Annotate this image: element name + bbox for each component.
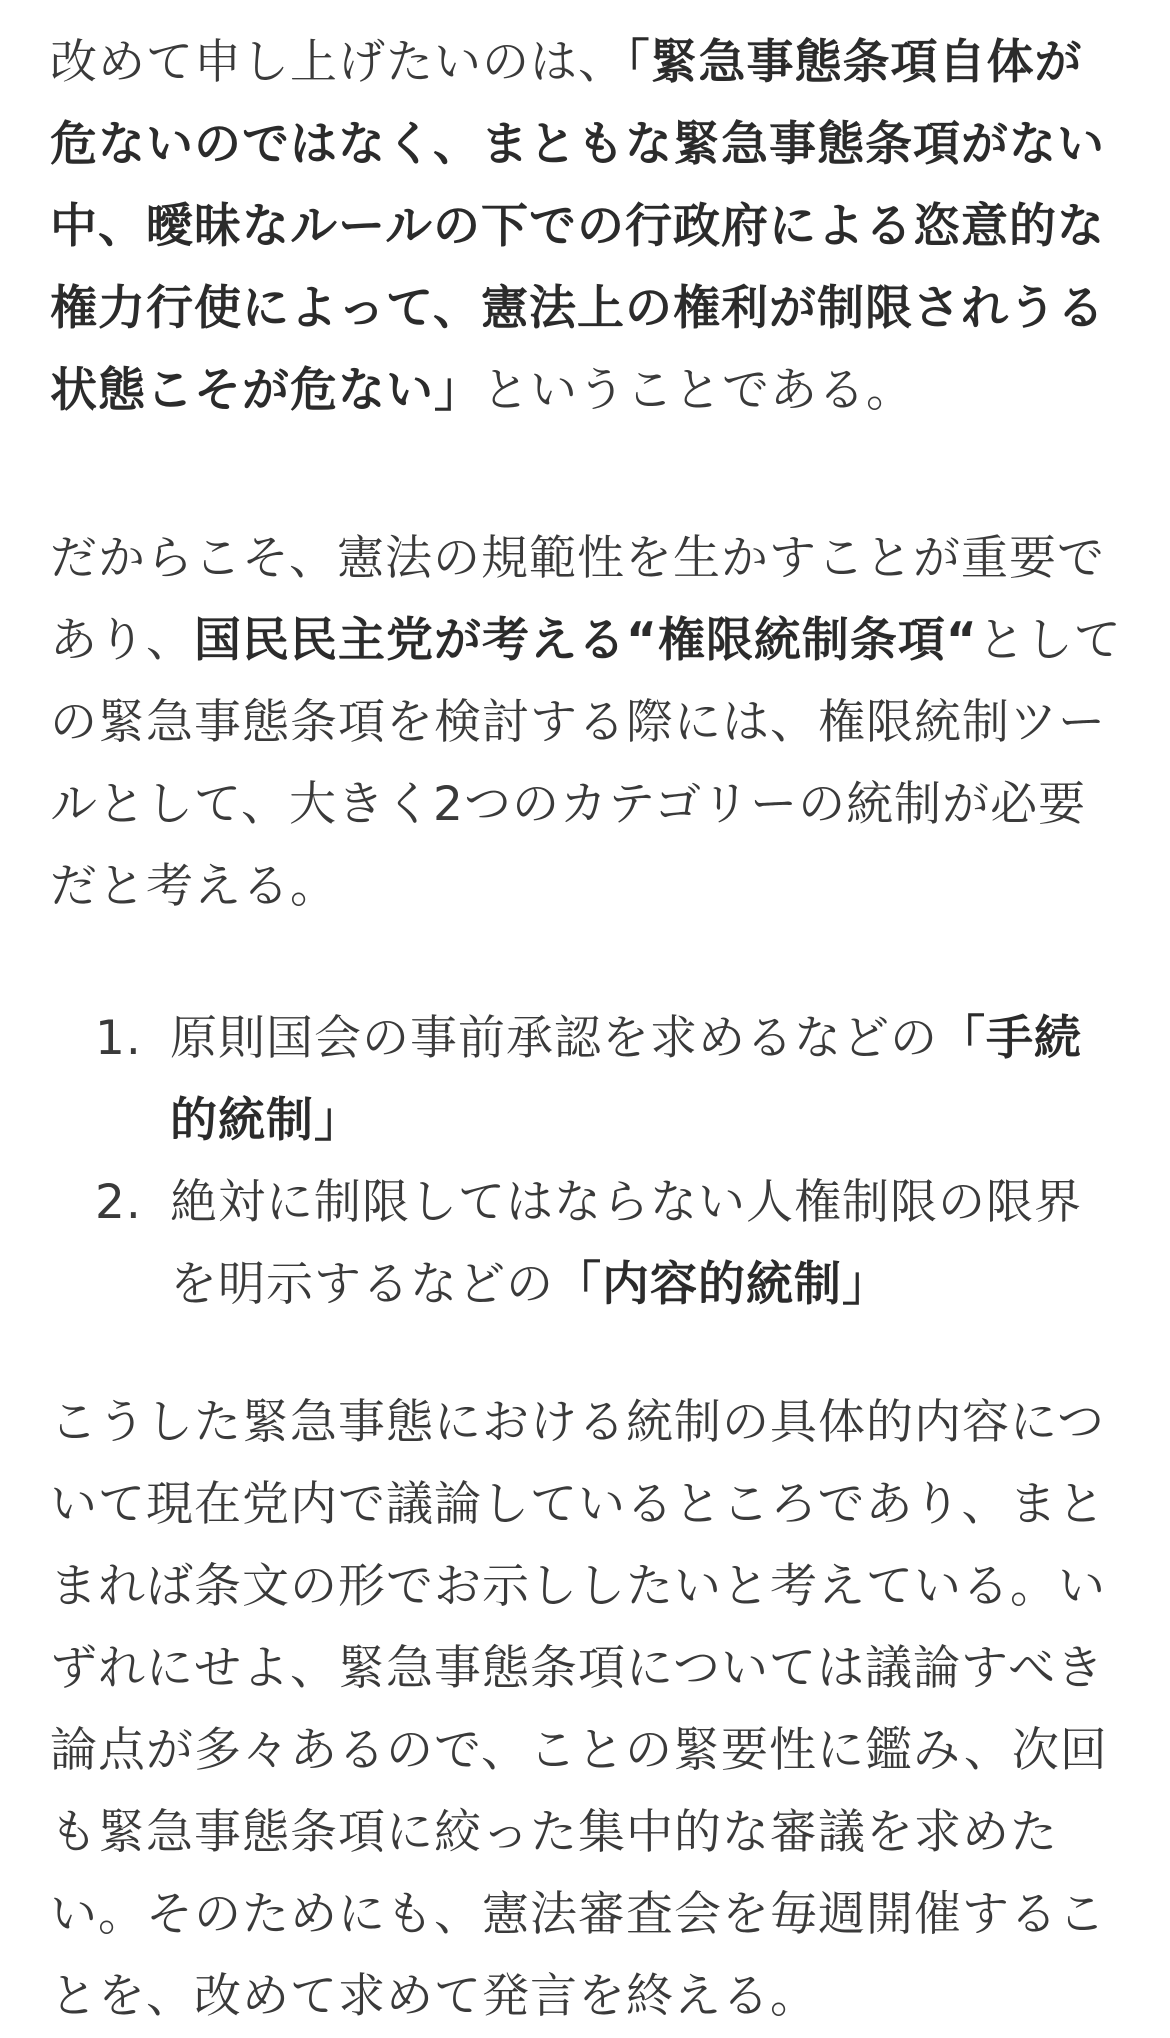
list-item-number: 1.	[95, 1011, 142, 1066]
list-item-emphasis: 「内容的統制」	[554, 1257, 890, 1312]
paragraph-control-clause-tail: としての緊急事態条項を検討する際には、権限統制ツールとして、大きく2つのカテゴリーの統制が必要だと考える。	[50, 613, 1122, 914]
list-item-substantive-control	[50, 1162, 1125, 1326]
paragraph-control-clause-lead: だからこそ、憲法の規範性を生かすことが重要であり、	[50, 531, 1106, 668]
paragraph-main-point-tail: ということである。	[482, 363, 914, 418]
paragraph-main-point-emphasis: 「緊急事態条項自体が危ないのではなく、まともな緊急事態条項がない中、曖昧なルールの下での行政府による恣意的な権力行使によって、憲法上の権利が制限されうる状態こそが危ない」	[50, 35, 1106, 418]
paragraph-control-clause-emphasis: 国民民主党が考える“権限統制条項“	[194, 613, 978, 668]
list-item-text: 原則国会の事前承認を求めるなどの	[170, 1011, 938, 1066]
paragraph-closing: こうした緊急事態における統制の具体的内容について現在党内で議論しているところであり、まとまれば条文の形でお示ししたいと考えている。いずれにせよ、緊急事態条項については議論すべき論点が多々あるので、ことの緊要性に鑑み、次回も緊急事態条項に絞った集中的な審議を求めたい。そのためにも、憲法審査会を毎週開催することを、改めて求めて発言を終える。	[50, 1395, 1108, 2024]
list-item-text: 絶対に制限してはならない人権制限の限界を明示するなどの	[170, 1175, 1082, 1312]
paragraph-main-point-lead: 改めて申し上げたいのは、	[50, 35, 626, 90]
list-item-number: 2.	[95, 1175, 142, 1230]
list-item-emphasis: 「手続的統制」	[170, 1011, 1082, 1148]
paragraph-control-clause	[50, 518, 1125, 928]
paragraph-spacer	[50, 928, 1125, 998]
paragraph-main-point	[50, 22, 1125, 432]
control-categories-list	[50, 998, 1125, 1326]
paragraph-spacer	[50, 1326, 1125, 1382]
paragraph-spacer	[50, 432, 1125, 518]
list-item-procedural-control	[50, 998, 1125, 1162]
